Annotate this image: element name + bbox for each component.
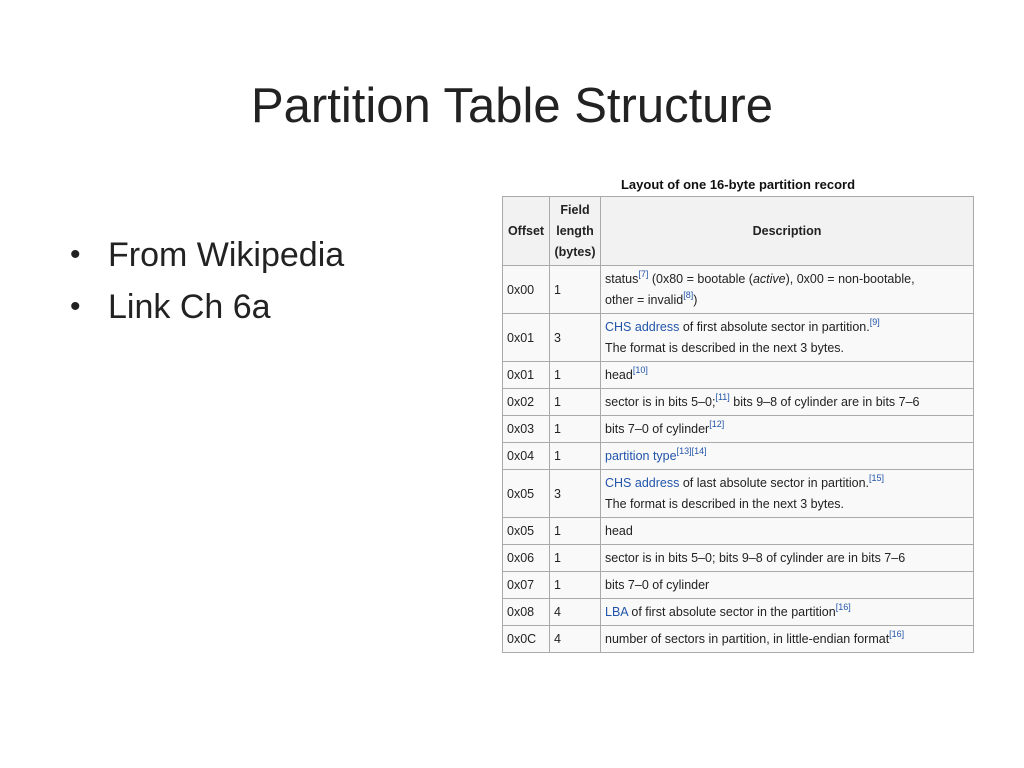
description-line: number of sectors in partition, in little-endian format[16] — [605, 628, 905, 646]
cell-description — [601, 266, 974, 314]
cell-description — [601, 626, 974, 653]
cell-offset: 0x07 — [503, 572, 550, 599]
cell-field-length: 1 — [550, 545, 601, 572]
bullet-item: • From Wikipedia — [70, 229, 344, 281]
cell-description — [601, 518, 974, 545]
description-line: The format is described in the next 3 bytes. — [605, 496, 845, 511]
description-line: other = invalid[8]) — [605, 289, 698, 307]
description-line: head[10] — [605, 364, 648, 382]
cell-description — [601, 443, 974, 470]
table-row — [503, 416, 974, 443]
cell-description — [601, 362, 974, 389]
header-description: Description — [601, 197, 974, 266]
description-line: CHS address of first absolute sector in partition.[9] — [605, 316, 880, 334]
cell-description — [601, 545, 974, 572]
description-line: bits 7–0 of cylinder — [605, 577, 710, 592]
slide-title: Partition Table Structure — [250, 79, 774, 133]
description-line: sector is in bits 5–0; bits 9–8 of cylinder are in bits 7–6 — [605, 550, 906, 565]
partition-record-table — [502, 196, 974, 653]
cell-description — [601, 314, 974, 362]
citation-link[interactable]: [8] — [683, 289, 694, 300]
cell-field-length: 1 — [550, 572, 601, 599]
wiki-link[interactable]: partition type — [605, 448, 677, 463]
header-offset: Offset — [503, 197, 550, 266]
table-row — [503, 443, 974, 470]
description-line: The format is described in the next 3 bytes. — [605, 340, 845, 355]
cell-field-length: 3 — [550, 470, 601, 518]
citation-link[interactable]: [13][14] — [676, 445, 707, 456]
table-row — [503, 518, 974, 545]
header-field-length — [550, 197, 601, 266]
table-row — [503, 545, 974, 572]
table-row — [503, 626, 974, 653]
description-line: bits 7–0 of cylinder[12] — [605, 418, 725, 436]
description-line: status[7] (0x80 = bootable (active), 0x00 = non-bootable, — [605, 268, 915, 286]
table-header-row — [503, 197, 974, 266]
cell-offset: 0x05 — [503, 470, 550, 518]
cell-offset: 0x02 — [503, 389, 550, 416]
description-line: CHS address of last absolute sector in partition.[15] — [605, 472, 885, 490]
table-row — [503, 470, 974, 518]
header-field-length-line: (bytes) — [554, 244, 596, 259]
citation-link[interactable]: [11] — [715, 391, 730, 402]
description-line: sector is in bits 5–0;[11] bits 9–8 of cylinder are in bits 7–6 — [605, 391, 920, 409]
description-line — [605, 446, 969, 467]
table-row — [503, 599, 974, 626]
cell-field-length: 1 — [550, 416, 601, 443]
cell-field-length: 4 — [550, 599, 601, 626]
emphasis-text: active — [752, 271, 786, 286]
cell-field-length: 1 — [550, 362, 601, 389]
cell-field-length: 1 — [550, 266, 601, 314]
cell-field-length: 1 — [550, 518, 601, 545]
table-body — [503, 266, 974, 653]
citation-link[interactable]: [16] — [889, 628, 905, 639]
cell-offset: 0x01 — [503, 314, 550, 362]
table-caption: Layout of one 16-byte partition record — [620, 177, 856, 192]
bullet-item: • Link Ch 6a — [70, 281, 344, 333]
partition-table-figure — [502, 176, 974, 653]
cell-offset: 0x05 — [503, 518, 550, 545]
cell-offset: 0x04 — [503, 443, 550, 470]
cell-description — [601, 599, 974, 626]
citation-link[interactable]: [7] — [638, 268, 649, 279]
table-row — [503, 266, 974, 314]
citation-link[interactable]: [12] — [709, 418, 725, 429]
cell-offset: 0x06 — [503, 545, 550, 572]
cell-offset: 0x01 — [503, 362, 550, 389]
cell-description — [601, 470, 974, 518]
cell-description — [601, 572, 974, 599]
wiki-link[interactable]: LBA — [605, 604, 628, 619]
cell-offset: 0x03 — [503, 416, 550, 443]
table-row — [503, 314, 974, 362]
bullet-list — [70, 229, 344, 333]
citation-link[interactable]: [16] — [835, 601, 851, 612]
cell-field-length: 4 — [550, 626, 601, 653]
wiki-link[interactable]: CHS address — [605, 475, 680, 490]
citation-link[interactable]: [10] — [632, 364, 648, 375]
cell-description — [601, 416, 974, 443]
cell-field-length: 1 — [550, 389, 601, 416]
wiki-link[interactable]: CHS address — [605, 319, 680, 334]
cell-description — [601, 389, 974, 416]
table-row — [503, 362, 974, 389]
citation-link[interactable]: [9] — [869, 316, 880, 327]
cell-offset: 0x08 — [503, 599, 550, 626]
cell-field-length: 3 — [550, 314, 601, 362]
description-line: head — [605, 523, 633, 538]
table-row — [503, 389, 974, 416]
description-line: LBA of first absolute sector in the partition[16] — [605, 601, 851, 619]
cell-offset: 0x00 — [503, 266, 550, 314]
header-field-length-line: length — [556, 223, 594, 238]
table-row — [503, 572, 974, 599]
cell-offset: 0x0C — [503, 626, 550, 653]
cell-field-length: 1 — [550, 443, 601, 470]
header-field-length-line: Field — [560, 202, 590, 217]
citation-link[interactable]: [15] — [869, 472, 885, 483]
